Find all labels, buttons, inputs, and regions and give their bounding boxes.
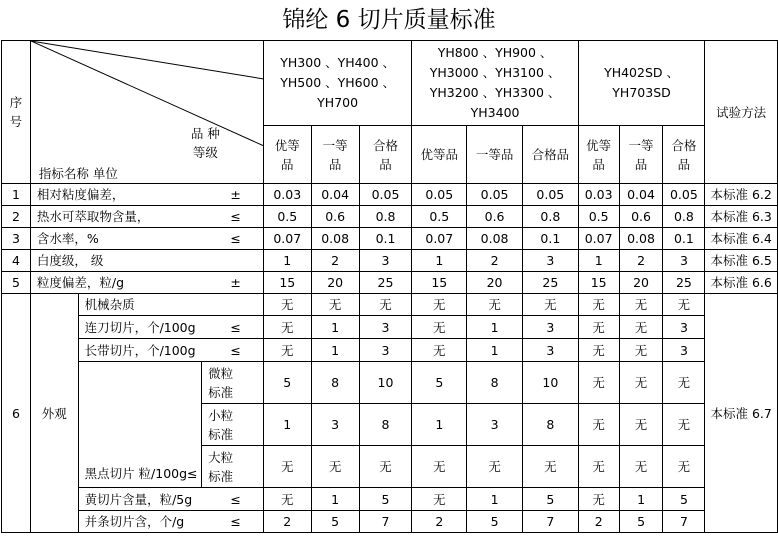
value-cell: 25: [663, 272, 705, 294]
value-cell: 无: [578, 294, 619, 316]
value-cell: 无: [412, 294, 467, 316]
value-cell: 1: [412, 404, 467, 446]
value-cell: 0.05: [522, 184, 578, 206]
value-cell: 无: [359, 446, 412, 488]
value-cell: 0.08: [467, 228, 523, 250]
grade-header: 优等 品: [578, 126, 619, 184]
row-no: 4: [2, 250, 31, 272]
value-cell: 0.03: [263, 184, 311, 206]
value-cell: 0.1: [359, 228, 412, 250]
value-cell: 无: [467, 446, 523, 488]
grade-header: 一等品: [311, 126, 359, 184]
seq-header: 序 号: [2, 41, 31, 184]
grade-header: 一等品: [467, 126, 523, 184]
value-cell: 无: [663, 362, 705, 404]
value-cell: 3: [359, 316, 412, 339]
value-cell: 25: [359, 272, 412, 294]
value-cell: 2: [578, 511, 619, 533]
group-header-3: YH402SD 、YH703SD: [578, 41, 705, 126]
value-cell: 25: [522, 272, 578, 294]
table-row: [2, 228, 778, 250]
value-cell: 无: [467, 294, 523, 316]
changdai-name: 长带切片，个/100g ≤: [78, 339, 263, 362]
indicator-name: 热水可萃取物含量， ≤: [30, 206, 263, 228]
value-cell: 3: [359, 339, 412, 362]
value-cell: 0.5: [263, 206, 311, 228]
liandao-name: 连刀切片，个/100g ≤: [78, 316, 263, 339]
value-cell: 3: [663, 316, 705, 339]
value-cell: 7: [359, 511, 412, 533]
value-cell: 20: [311, 272, 359, 294]
indicator-name: 含水率，% ≤: [30, 228, 263, 250]
value-cell: 5: [412, 362, 467, 404]
black-dot-name: 黑点切片 粒/100g≤: [78, 362, 202, 488]
value-cell: 无: [663, 294, 705, 316]
value-cell: 1: [311, 339, 359, 362]
grade-header: 优等品: [412, 126, 467, 184]
method-cell: 本标准 6.2: [705, 184, 778, 206]
value-cell: 0.6: [467, 206, 523, 228]
value-cell: 3: [522, 250, 578, 272]
value-cell: 无: [412, 446, 467, 488]
quality-standard-table: [1, 40, 778, 533]
value-cell: 0.05: [412, 184, 467, 206]
value-cell: 0.1: [663, 228, 705, 250]
value-cell: 2: [467, 250, 523, 272]
value-cell: 0.1: [522, 228, 578, 250]
value-cell: 0.5: [578, 206, 619, 228]
value-cell: 0.07: [412, 228, 467, 250]
value-cell: 无: [311, 294, 359, 316]
value-cell: 0.8: [663, 206, 705, 228]
value-cell: 0.05: [663, 184, 705, 206]
value-cell: 7: [522, 511, 578, 533]
value-cell: 无: [578, 339, 619, 362]
value-cell: 2: [263, 511, 311, 533]
value-cell: 5: [663, 488, 705, 511]
value-cell: 10: [359, 362, 412, 404]
value-cell: 无: [578, 446, 619, 488]
value-cell: 无: [578, 362, 619, 404]
grade-label: 等级: [192, 145, 218, 160]
value-cell: 5: [467, 511, 523, 533]
appearance-label: 外观: [30, 294, 78, 533]
value-cell: 20: [467, 272, 523, 294]
grade-header: 合格品: [522, 126, 578, 184]
value-cell: 2: [412, 511, 467, 533]
value-cell: 1: [263, 250, 311, 272]
value-cell: 0.05: [467, 184, 523, 206]
value-cell: 无: [578, 404, 619, 446]
diagonal-lines: [31, 41, 263, 184]
page-title: 锦纶 6 切片质量标准: [282, 7, 496, 33]
yellow-chip-name: 黄切片含量，粒/5g ≤: [78, 488, 263, 511]
value-cell: 无: [663, 404, 705, 446]
value-cell: 1: [311, 316, 359, 339]
value-cell: 无: [412, 339, 467, 362]
value-cell: 无: [412, 488, 467, 511]
value-cell: 无: [578, 488, 619, 511]
value-cell: 8: [359, 404, 412, 446]
value-cell: 3: [467, 404, 523, 446]
value-cell: 1: [467, 488, 523, 511]
value-cell: 无: [619, 316, 663, 339]
value-cell: 0.04: [311, 184, 359, 206]
value-cell: 8: [467, 362, 523, 404]
value-cell: 0.8: [522, 206, 578, 228]
value-cell: 无: [412, 316, 467, 339]
value-cell: 0.6: [619, 206, 663, 228]
value-cell: 3: [663, 339, 705, 362]
value-cell: 5: [359, 488, 412, 511]
value-cell: 3: [663, 250, 705, 272]
grade-header: 合格品: [359, 126, 412, 184]
value-cell: 0.05: [359, 184, 412, 206]
value-cell: 1: [263, 404, 311, 446]
value-cell: 1: [578, 250, 619, 272]
value-cell: 无: [263, 446, 311, 488]
value-cell: 15: [263, 272, 311, 294]
mech-impurity-name: 机械杂质: [78, 294, 263, 316]
value-cell: 3: [522, 316, 578, 339]
table-row: [2, 184, 778, 206]
value-cell: 3: [311, 404, 359, 446]
value-cell: 无: [311, 446, 359, 488]
method-cell: 本标准 6.3: [705, 206, 778, 228]
fine-particle-standard: 微粒标准: [202, 362, 264, 404]
indicator-name: 粒度偏差，粒/g ±: [30, 272, 263, 294]
large-particle-standard: 大粒标准: [202, 446, 264, 488]
row-no: 5: [2, 272, 31, 294]
variety-label: 品 种: [190, 126, 220, 141]
value-cell: 1: [467, 316, 523, 339]
value-cell: 0.08: [311, 228, 359, 250]
value-cell: 无: [522, 294, 578, 316]
value-cell: 无: [619, 404, 663, 446]
row-no: 1: [2, 184, 31, 206]
value-cell: 0.8: [359, 206, 412, 228]
table-row: [2, 206, 778, 228]
value-cell: 无: [619, 362, 663, 404]
value-cell: 0.6: [311, 206, 359, 228]
value-cell: 3: [359, 250, 412, 272]
value-cell: 无: [619, 339, 663, 362]
indicator-name: 白度级， 级: [30, 250, 263, 272]
value-cell: 5: [263, 362, 311, 404]
grade-header: 优等品: [263, 126, 311, 184]
method-cell: 本标准 6.4: [705, 228, 778, 250]
value-cell: 无: [359, 294, 412, 316]
value-cell: 2: [311, 250, 359, 272]
value-cell: 0.07: [263, 228, 311, 250]
value-cell: 15: [578, 272, 619, 294]
value-cell: 20: [619, 272, 663, 294]
value-cell: 0.03: [578, 184, 619, 206]
value-cell: 5: [619, 511, 663, 533]
table-row: [2, 250, 778, 272]
value-cell: 3: [522, 339, 578, 362]
method-cell: 本标准 6.5: [705, 250, 778, 272]
value-cell: 无: [263, 339, 311, 362]
appearance-no: 6: [2, 294, 31, 533]
value-cell: 无: [578, 316, 619, 339]
value-cell: 无: [522, 446, 578, 488]
grade-header: 合格 品: [663, 126, 705, 184]
value-cell: 1: [311, 488, 359, 511]
value-cell: 5: [311, 511, 359, 533]
value-cell: 无: [263, 294, 311, 316]
appearance-method: 本标准 6.7: [705, 294, 778, 533]
value-cell: 7: [663, 511, 705, 533]
indicator-unit-label: 指标名称 单位: [38, 166, 118, 181]
value-cell: 1: [619, 488, 663, 511]
group-header-2: YH800 、YH900 、YH3000 、YH3100 、YH3200 、YH3300 、YH3400: [412, 41, 578, 126]
value-cell: 1: [412, 250, 467, 272]
indicator-name: 相对粘度偏差， ±: [30, 184, 263, 206]
value-cell: 5: [522, 488, 578, 511]
value-cell: 0.5: [412, 206, 467, 228]
value-cell: 0.08: [619, 228, 663, 250]
value-cell: 0.04: [619, 184, 663, 206]
method-header: 试验方法: [705, 41, 778, 184]
small-particle-standard: 小粒标准: [202, 404, 264, 446]
grade-header: 一等 品: [619, 126, 663, 184]
value-cell: 无: [619, 294, 663, 316]
row-no: 2: [2, 206, 31, 228]
diagonal-header-cell: [30, 41, 263, 184]
value-cell: 2: [619, 250, 663, 272]
value-cell: 1: [467, 339, 523, 362]
group-header-1: YH300 、YH400 、YH500 、YH600 、YH700: [263, 41, 412, 126]
value-cell: 8: [522, 404, 578, 446]
value-cell: 无: [263, 488, 311, 511]
value-cell: 10: [522, 362, 578, 404]
value-cell: 无: [663, 446, 705, 488]
bingtiao-name: 并条切片含，个/g ≤: [78, 511, 263, 533]
table-row: [2, 272, 778, 294]
value-cell: 无: [263, 316, 311, 339]
value-cell: 无: [619, 446, 663, 488]
value-cell: 8: [311, 362, 359, 404]
row-no: 3: [2, 228, 31, 250]
value-cell: 0.07: [578, 228, 619, 250]
value-cell: 15: [412, 272, 467, 294]
method-cell: 本标准 6.6: [705, 272, 778, 294]
